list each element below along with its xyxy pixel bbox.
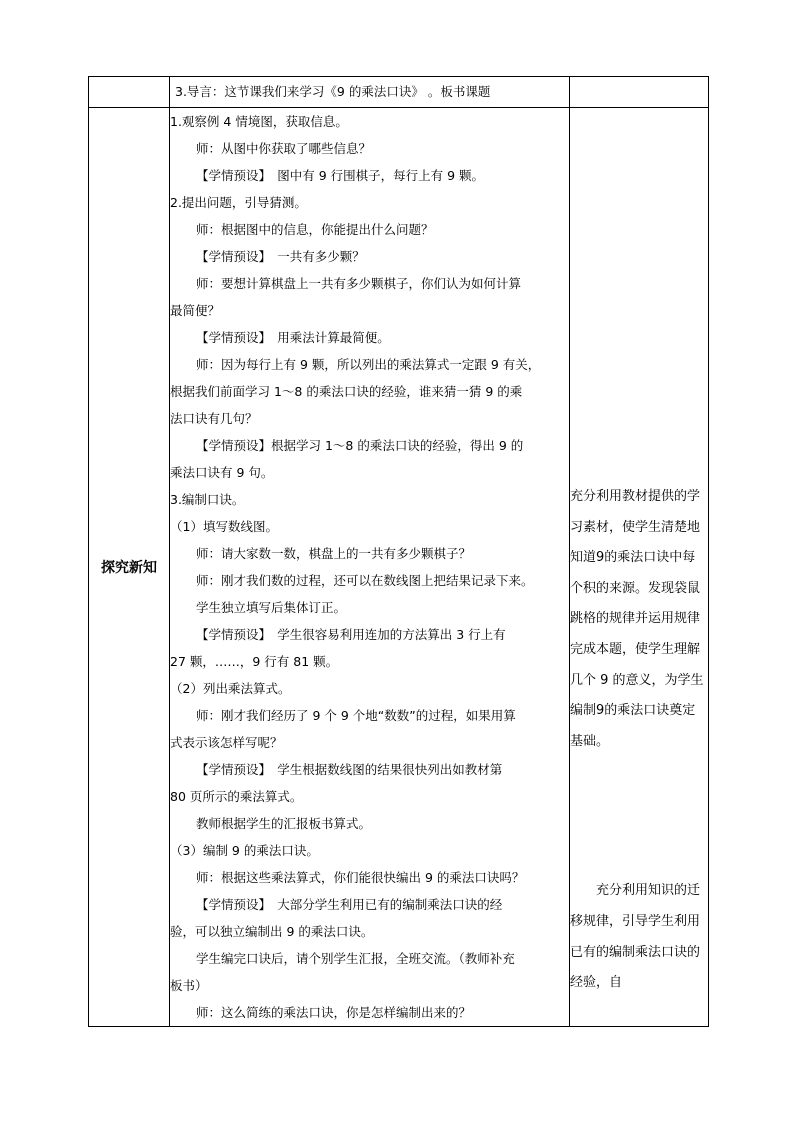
process-line: 师：要想计算棋盘上一共有多少颗棋子，你们认为如何计算 xyxy=(196,276,522,291)
process-line: 【学情预设】 学生很容易利用连加的方法算出 3 行上有 xyxy=(196,627,506,642)
process-line: 师：请大家数一数，棋盘上的一共有多少颗棋子？ xyxy=(196,546,472,561)
design-notes-cell xyxy=(570,108,709,1027)
process-line: 式表示该怎样写呢？ xyxy=(170,735,283,750)
design-note: 充分利用教材提供的学习素材，使学生清楚地知道9的乘法口诀中每个积的来源。发现袋鼠跳格的规律并运用规律完成本题，使学生理解几个 9 的意义，为学生编制9的乘法口诀奠定基础。 xyxy=(570,489,704,749)
process-line: 师：这么简练的乘法口诀，你是怎样编制出来的？ xyxy=(196,1005,472,1020)
process-line: 师：根据图中的信息，你能提出什么问题？ xyxy=(196,222,434,237)
design-note: 充分利用知识的迁移规律，引导学生利用已有的编制乘法口诀的经验，自 xyxy=(570,883,701,991)
process-line: 学生独立填写后集体订正。 xyxy=(196,600,347,615)
process-line: 师：因为每行上有 9 颗，所以列出的乘法算式一定跟 9 有关， xyxy=(196,357,541,372)
process-line: 27 颗，……，9 行有 81 颗。 xyxy=(170,654,339,669)
process-line: 3.编制口诀。 xyxy=(170,492,245,507)
process-line: 验，可以独立编制出 9 的乘法口诀。 xyxy=(170,924,374,939)
process-line: （1）填写数线图。 xyxy=(170,519,278,534)
process-line: 【学情预设】根据学习 1～8 的乘法口诀的经验，得出 9 的 xyxy=(196,438,524,453)
process-line: 【学情预设】 用乘法计算最简便。 xyxy=(196,330,390,345)
process-line: （3）编制 9 的乘法口诀。 xyxy=(170,843,319,858)
process-line: （2）列出乘法算式。 xyxy=(170,681,291,696)
lesson-plan-table xyxy=(88,76,709,1027)
process-line: 根据我们前面学习 1～8 的乘法口诀的经验，谁来猜一猜 9 的乘 xyxy=(170,384,523,399)
process-line: 学生编完口诀后，请个别学生汇报，全班交流。（教师补充 xyxy=(196,951,515,966)
process-line: 板书） xyxy=(170,978,208,993)
intro-text: 3.导言：这节课我们来学习《9 的乘法口诀》 。板书课题 xyxy=(170,77,570,108)
process-line: 【学情预设】 一共有多少颗？ xyxy=(196,249,365,264)
process-line: 师：从图中你获取了哪些信息？ xyxy=(196,141,372,156)
process-line: 最简便？ xyxy=(170,303,221,318)
intro-row xyxy=(89,77,709,108)
process-line: 【学情预设】 学生根据数线图的结果很快列出如教材第 xyxy=(196,762,503,777)
teaching-process-cell xyxy=(170,108,570,1027)
process-line: 师：刚才我们数的过程，还可以在数线图上把结果记录下来。 xyxy=(196,573,534,588)
process-line: 师：刚才我们经历了 9 个 9 个地“数数”的过程，如果用算 xyxy=(196,708,516,723)
section-label: 探究新知 xyxy=(89,108,170,1027)
process-line: 【学情预设】 图中有 9 行围棋子，每行上有 9 颗。 xyxy=(196,168,485,183)
process-line: 法口诀有几句？ xyxy=(170,411,258,426)
process-line: 【学情预设】 大部分学生利用已有的编制乘法口诀的经 xyxy=(196,897,503,912)
process-line: 师：根据这些乘法算式，你们能很快编出 9 的乘法口诀吗？ xyxy=(196,870,525,885)
process-line: 1.观察例 4 情境图，获取信息。 xyxy=(170,114,348,129)
process-line: 80 页所示的乘法算式。 xyxy=(170,789,303,804)
process-line: 乘法口诀有 9 句。 xyxy=(170,465,274,480)
process-line: 教师根据学生的汇报板书算式。 xyxy=(196,816,372,831)
explore-row xyxy=(89,108,709,1027)
process-line: 2.提出问题，引导猜测。 xyxy=(170,195,307,210)
intro-note-cell xyxy=(570,77,709,108)
intro-label-cell xyxy=(89,77,170,108)
